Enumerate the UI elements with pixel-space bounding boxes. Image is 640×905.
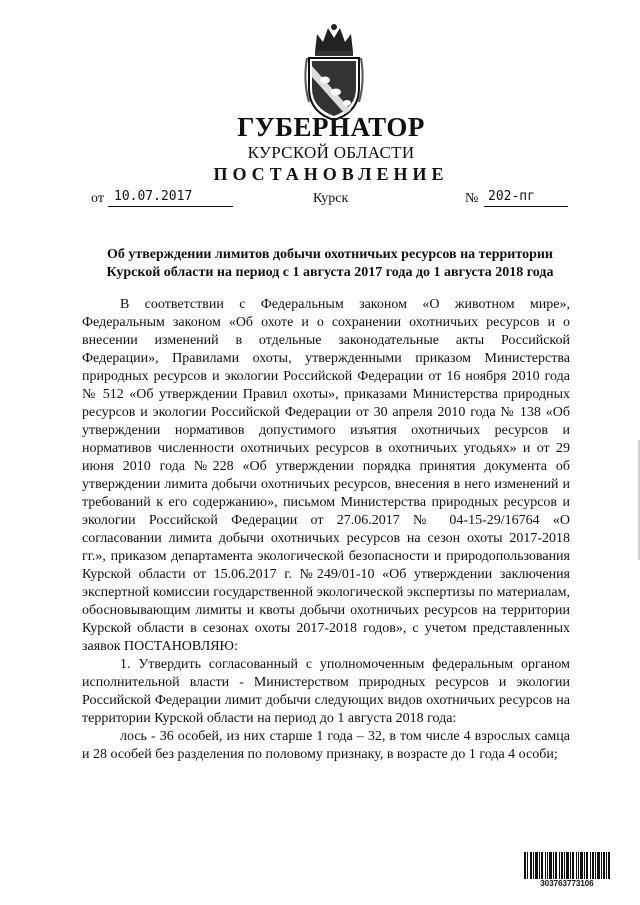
region-heading: КУРСКОЙ ОБЛАСТИ [247,143,415,162]
coat-of-arms-emblem [303,22,365,122]
document-number-value: 202-пг [484,189,568,207]
document-type-heading: ПОСТАНОВЛЕНИЕ [213,164,449,184]
body-paragraph: 1. Утвердить согласованный с уполномоченным федеральным органом исполнительной власти - Министерством природных ресурсов и экологии Российской Федерации лимит добычи следующих видов охотничьих ресурсов на территории Курской области на период до 1 августа 2018 года: [82,657,570,726]
document-title: Об утверждении лимитов добычи охотничьих ресурсов на территории Курской области на период с 1 августа 2017 года до 1 августа 2018 года [106,247,554,280]
number-sign-label: № [465,191,479,206]
body-paragraph: В соответствии с Федеральным законом «О животном мире», Федеральным законом «Об охоте и о сохранении охотничьих ресурсов и о внесении изменений в отдельные законодательные акты Российской Федерации», Правилами охоты, утвержденными приказом Министерства природных ресурсов и экологии Российской Федерации от 16 ноября 2010 года № 512 «Об утверждении Правил охоты», приказами Министерства природных ресурсов и экологии Российской Федерации от 30 апреля 2010 года № 138 «Об утверждении нормативов допустимого изъятия охотничьих ресурсов и нормативов численности охотничьих ресурсов в охотничьих угодьях» и от 29 июня 2010 года №228 «Об утверждении порядка принятия документа об утверждении лимита добычи охотничьих ресурсов, внесения в него изменений и требований к его содержанию», письмом Министерства природных ресурсов и экологии Российской Федерации от 27.06.2017 № 04-15-29/16764 «О согласовании лимита добычи охотничьих ресурсов на сезон охоты 2017-2018 гг.», приказом департамента экологической безопасности и природопользования Курской области от 15.06.2017 г. №249/01-10 «Об утверждении заключения экспертной комиссии государственной экологической экспертизы по материалам, обосновывающим лимиты и квоты добычи охотничьих ресурсов на территории Курской области в сезонах охоты 2017-2018 годов», с учетом представленных заявок ПОСТАНОВЛЯЮ: [82,297,570,654]
date-prefix-label: от [91,191,104,206]
document-body [82,296,570,764]
body-paragraph: лось - 36 особей, из них старше 1 года – 32, в том числе 4 взрослых самца и 28 особей без разделения по половому признаку, в возрасте до 1 года 4 особи; [82,729,570,762]
barcode-number: 303763773106 [524,879,610,888]
date-value: 10.07.2017 [108,189,233,207]
governor-heading: ГУБЕРНАТОР [237,112,425,142]
city-label: Курск [313,191,349,206]
